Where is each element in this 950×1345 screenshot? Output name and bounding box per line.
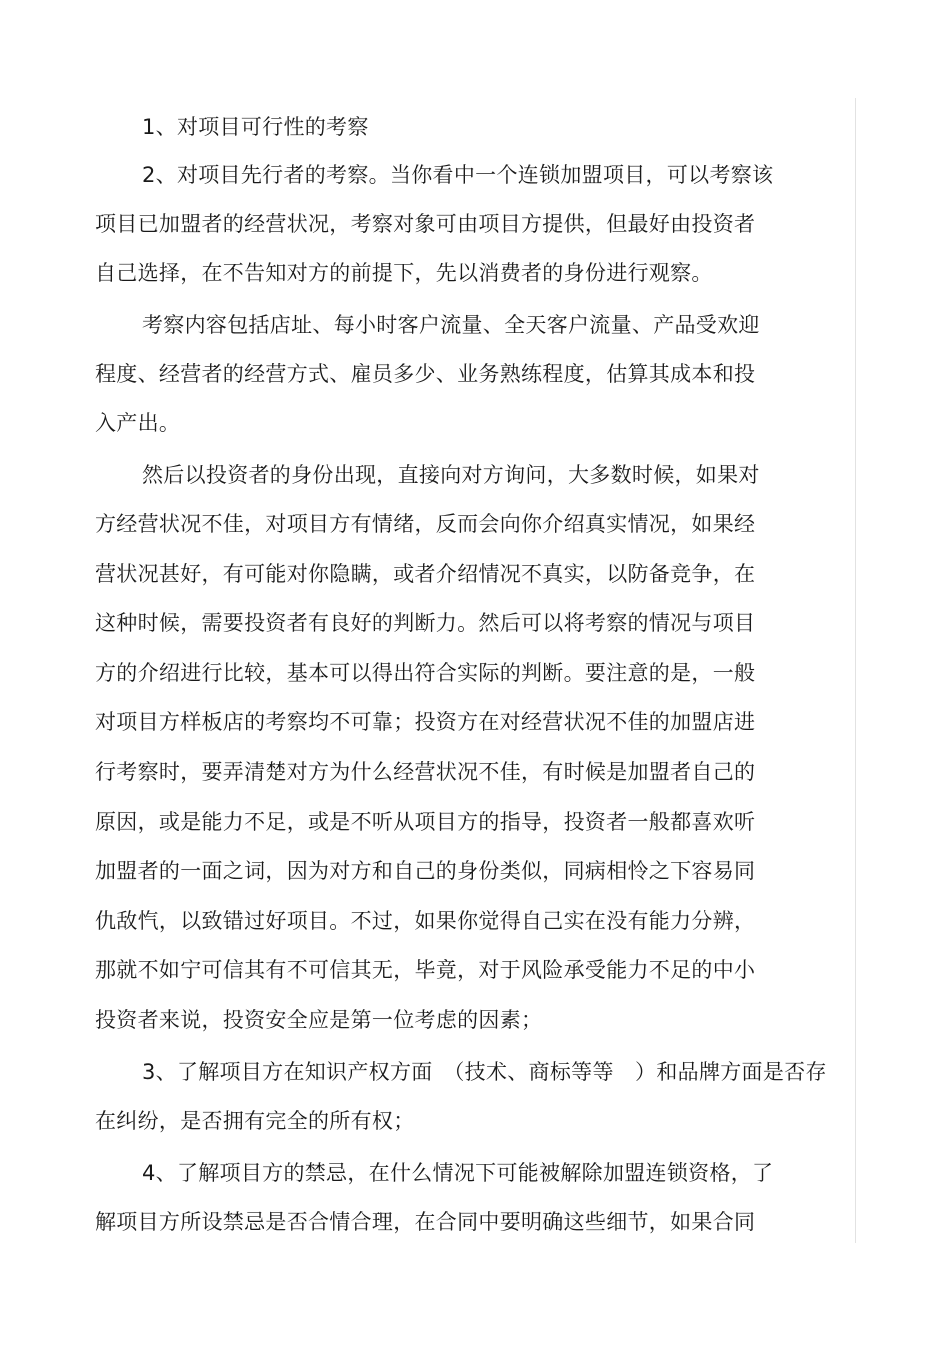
text-line: 2、对项目先行者的考察。当你看中一个连锁加盟项目，可以考察该 — [142, 163, 774, 187]
text-line: 1、对项目可行性的考察 — [142, 115, 369, 139]
text-line: 仇敌忾，以致错过好项目。不过，如果你觉得自己实在没有能力分辨， — [95, 909, 756, 933]
text-line: 营状况甚好，有可能对你隐瞒，或者介绍情况不真实，以防备竞争，在 — [95, 562, 756, 586]
text-line: 投资者来说，投资安全应是第一位考虑的因素； — [95, 1008, 543, 1032]
text-line: 原因，或是能力不足，或是不听从项目方的指导，投资者一般都喜欢听 — [95, 810, 756, 834]
text-line: 那就不如宁可信其有不可信其无，毕竟，对于风险承受能力不足的中小 — [95, 958, 756, 982]
text-line: 加盟者的一面之词，因为对方和自己的身份类似，同病相怜之下容易同 — [95, 859, 756, 883]
page-edge-rule — [855, 98, 856, 1243]
text-line: 在纠纷，是否拥有完全的所有权； — [95, 1109, 415, 1133]
text-line: 4、了解项目方的禁忌，在什么情况下可能被解除加盟连锁资格，了 — [142, 1161, 774, 1185]
text-line: 这种时候，需要投资者有良好的判断力。然后可以将考察的情况与项目 — [95, 611, 756, 635]
text-line: 项目已加盟者的经营状况，考察对象可由项目方提供，但最好由投资者 — [95, 212, 756, 236]
text-line: 考察内容包括店址、每小时客户流量、全天客户流量、产品受欢迎 — [142, 313, 760, 337]
text-line: 程度、经营者的经营方式、雇员多少、业务熟练程度，估算其成本和投 — [95, 362, 756, 386]
text-line: 自己选择，在不告知对方的前提下，先以消费者的身份进行观察。 — [95, 261, 713, 285]
text-line: 方经营状况不佳，对项目方有情绪，反而会向你介绍真实情况，如果经 — [95, 512, 756, 536]
text-line: 方的介绍进行比较，基本可以得出符合实际的判断。要注意的是，一般 — [95, 661, 756, 685]
text-line: 3、了解项目方在知识产权方面 （技术、商标等等 ）和品牌方面是否存 — [142, 1060, 827, 1084]
text-line: 解项目方所设禁忌是否合情合理，在合同中要明确这些细节，如果合同 — [95, 1210, 756, 1234]
text-line: 行考察时，要弄清楚对方为什么经营状况不佳，有时候是加盟者自己的 — [95, 760, 756, 784]
text-line: 对项目方样板店的考察均不可靠；投资方在对经营状况不佳的加盟店进 — [95, 710, 756, 734]
text-line: 然后以投资者的身份出现，直接向对方询问，大多数时候，如果对 — [142, 463, 760, 487]
text-line: 入产出。 — [95, 411, 181, 435]
